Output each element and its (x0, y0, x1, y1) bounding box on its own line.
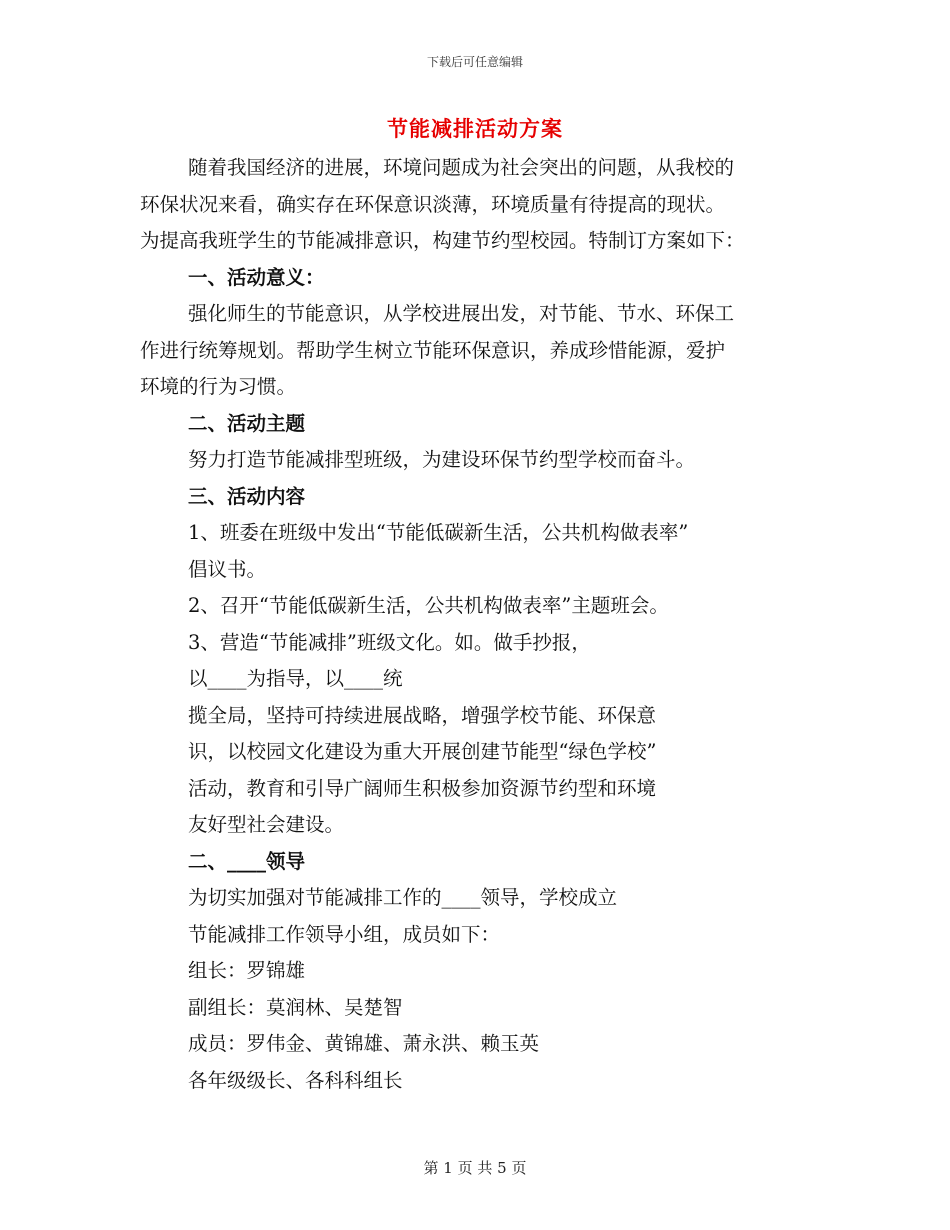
paragraph-line: 以____为指导，以____统 (188, 667, 403, 690)
paragraph-line: 为提高我班学生的节能减排意识，构建节约型校园。特制订方案如下： (140, 229, 745, 252)
paragraph-line: 节能减排工作领导小组，成员如下： (188, 922, 501, 946)
page-footer: 第 1 页 共 5 页 (423, 1159, 527, 1177)
section-heading: 一、活动意义： (188, 265, 325, 289)
document-body (140, 150, 810, 1099)
paragraph-line: 副组长：莫润林、吴楚智 (188, 995, 403, 1019)
paragraph-line: 强化师生的节能意识，从学校进展出发，对节能、节水、环保工 (188, 302, 735, 325)
paragraph-line: 作进行统筹规划。帮助学生树立节能环保意识，养成珍惜能源，爱护 (140, 338, 726, 362)
section-heading: 二、活动主题 (188, 411, 306, 435)
paragraph-line: 2、召开“节能低碳新生活，公共机构做表率”主题班会。 (188, 594, 669, 617)
paragraph-line: 倡议书。 (188, 557, 267, 581)
paragraph-line: 活动，教育和引导广阔师生积极参加资源节约型和环境 (188, 776, 657, 800)
paragraph-line: 随着我国经济的进展，环境问题成为社会突出的问题，从我校的 (188, 156, 735, 179)
paragraph-line: 3、营造“节能减排”班级文化。如。做手抄报， (188, 630, 591, 654)
paragraph-line: 各年级级长、各科科组长 (188, 1068, 403, 1092)
paragraph-line: 友好型社会建设。 (188, 813, 345, 836)
page-header: 下载后可任意编辑 (426, 55, 523, 69)
paragraph-line: 1、班委在班级中发出“节能低碳新生活，公共机构做表率” (188, 521, 689, 544)
section-heading: 二、____领导 (188, 849, 306, 873)
document-title: 节能减排活动方案 (387, 116, 563, 141)
paragraph-line: 环境的行为习惯。 (140, 375, 297, 398)
paragraph-line: 揽全局，坚持可持续进展战略，增强学校节能、环保意 (188, 703, 657, 727)
section-heading: 三、活动内容 (188, 484, 306, 508)
paragraph-line: 组长：罗锦雄 (188, 959, 306, 982)
paragraph-line: 为切实加强对节能减排工作的____领导，学校成立 (188, 886, 618, 909)
paragraph-line: 识，以校园文化建设为重大开展创建节能型“绿色学校” (188, 740, 657, 763)
paragraph-line: 环保状况来看，确实存在环保意识淡薄，环境质量有待提高的现状。 (140, 192, 726, 216)
paragraph-line: 努力打造节能减排型班级，为建设环保节约型学校而奋斗。 (188, 448, 696, 471)
paragraph-line: 成员：罗伟金、黄锦雄、萧永洪、赖玉英 (188, 1032, 540, 1055)
